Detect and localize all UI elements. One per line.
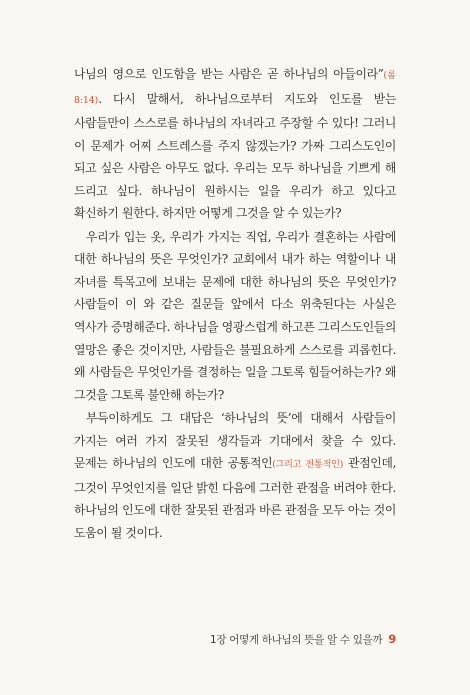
scripture-reference: (롬 8:14): [74, 70, 396, 106]
page-number: 9: [388, 632, 396, 646]
paragraph-3-text-cont: 관점인데, 그것이 무엇인지를 일단 밝힌 다음에 그러한 관점을 버려야 한다. 하나님의 인도에 대한 잘못된 관점과 바른 관점을 모두 아는 것이 도움이 될 것이다.: [74, 456, 396, 540]
body-text: [74, 63, 396, 544]
paragraph-1: [74, 63, 396, 225]
paragraph-2: [74, 226, 396, 406]
chapter-label: 1장 어떻게 하나님의 뜻을 알 수 있을까: [210, 634, 383, 646]
paragraph-3: [74, 407, 396, 544]
paragraph-2-text: 우리가 입는 옷, 우리가 가지는 직업, 우리가 결혼하는 사람에 대한 하나님의 뜻은 무엇인가? 교회에서 내가 하는 역할이나 내 자녀를 특목고에 보내는 문제에 대한 하나님의 뜻은 무엇인가? 사람들이 이 와 같은 질문들 앞에서 다소 위축된다는 사실은 역사가 증명해준다. 하나님을 영광스럽게 하고픈 그리스도인들의 열망은 좋은 것이지만, 사람들은 불필요하게 스스로를 괴롭힌다. 왜 사람들은 무엇인가를 결정하는 일을 그토록 힘들어하는가? 왜 그것을 그토록 불안해 하는가?: [74, 229, 396, 402]
parenthetical-note: (그리고 전통적인): [272, 459, 344, 471]
paragraph-1-text: 나님의 영으로 인도함을 받는 사람은 곧 하나님의 아들이라”: [74, 67, 384, 81]
paragraph-1-text-cont: . 다시 말해서, 하나님으로부터 지도와 인도를 받는 사람들만이 스스로를 하나님의 자녀라고 주장할 수 있다! 그러니 이 문제가 어찌 스트레스를 주지 않겠는가? 가짜 그리스도인이 되고 싶은 사람은 아무도 없다. 우리는 모두 하나님을 기쁘게 해 드리고 싶다. 하나님이 원하시는 일을 우리가 하고 있다고 확신하기 원한다. 하지만 어떻게 그것을 알 수 있는가?: [74, 91, 396, 221]
paragraph-3-text: 부득이하게도 그 대답은 ‘하나님의 뜻’에 대해서 사람들이 가지는 여러 가지 잘못된 생각들과 기대에서 찾을 수 있다. 문제는 하나님의 인도에 대한 공통적인: [74, 411, 396, 471]
running-footer: [210, 632, 396, 647]
